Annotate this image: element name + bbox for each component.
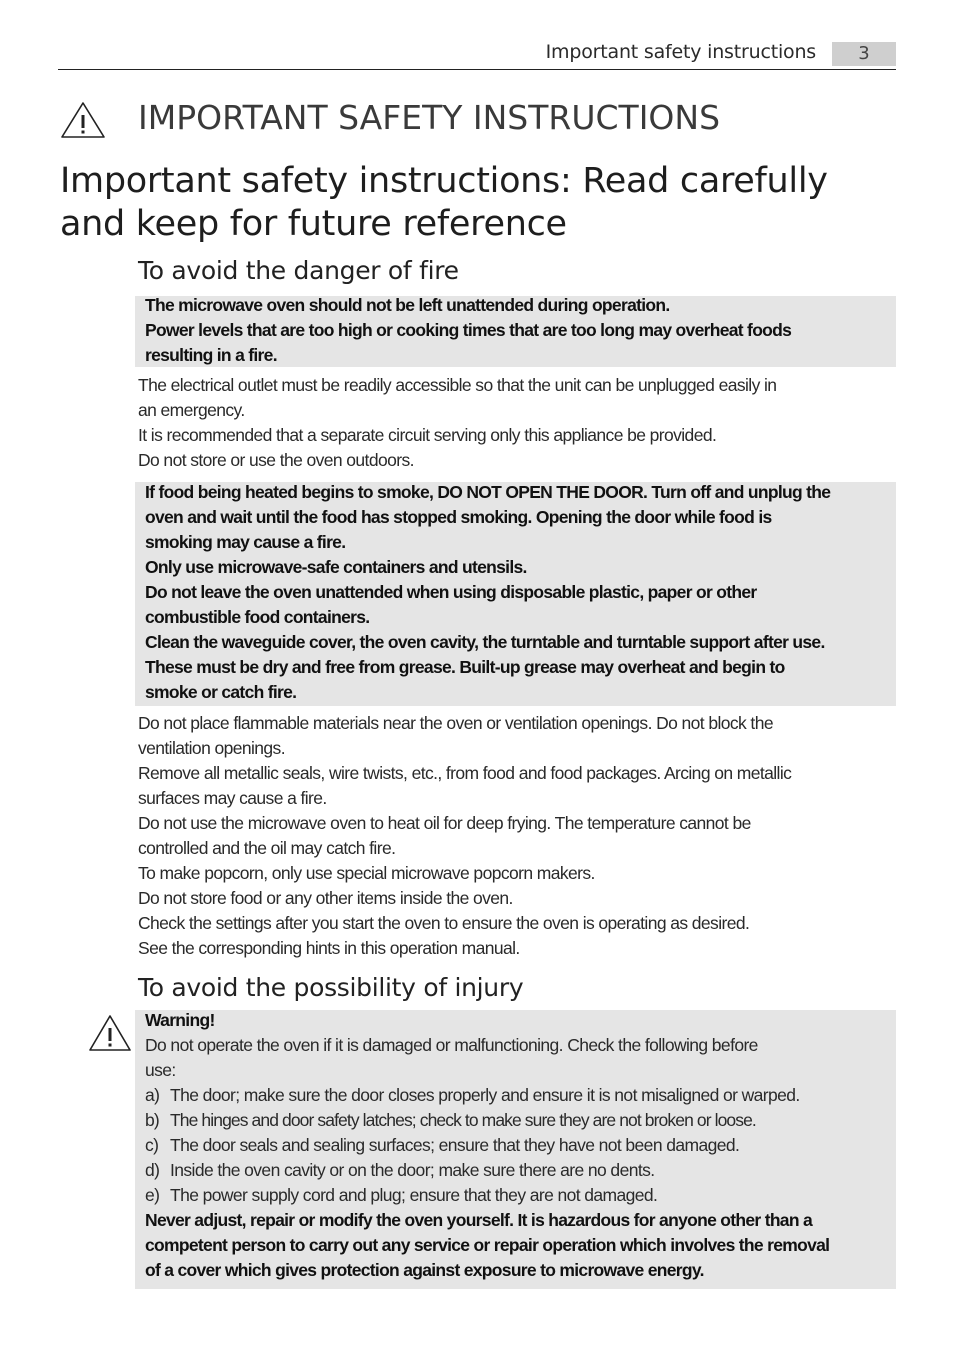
warning-triangle-icon (88, 1014, 132, 1052)
section-heading-injury: To avoid the possibility of injury (138, 973, 524, 1002)
checklist-letter: e) (145, 1185, 160, 1205)
section-heading-fire: To avoid the danger of fire (138, 256, 459, 285)
text-line: use: (145, 1060, 176, 1080)
box-line: Never adjust, repair or modify the oven yourself. It is hazardous for anyone other than a (145, 1210, 813, 1230)
box-line: Clean the waveguide cover, the oven cavity, the turntable and turntable support after use. (145, 632, 825, 652)
box-line: smoke or catch fire. (145, 682, 297, 702)
text-line: Do not operate the oven if it is damaged or malfunctioning. Check the following before (145, 1035, 758, 1055)
text-line: controlled and the oil may catch fire. (138, 838, 396, 858)
text-line: It is recommended that a separate circuit serving only this appliance be provided. (138, 425, 717, 445)
box-line: These must be dry and free from grease. Built-up grease may overheat and begin to (145, 657, 785, 677)
checklist-text: Inside the oven cavity or on the door; make sure there are no dents. (170, 1160, 655, 1180)
checklist-text: The hinges and door safety latches; check to make sure they are not broken or loose. (170, 1110, 756, 1130)
page-number: 3 (832, 42, 896, 66)
checklist-item (145, 1158, 896, 1183)
running-header-title: Important safety instructions (545, 41, 816, 63)
checklist-item (145, 1083, 896, 1108)
text-line: Do not store food or any other items inside the oven. (138, 888, 513, 908)
checklist-item (145, 1133, 896, 1158)
warning-label: Warning! (145, 1010, 215, 1030)
fire-highlight-box-1 (135, 296, 896, 367)
checklist-letter: d) (145, 1160, 160, 1180)
box-line: The microwave oven should not be left unattended during operation. (145, 295, 670, 315)
box-line: smoking may cause a fire. (145, 532, 346, 552)
fire-highlight-box-2 (135, 482, 896, 706)
header-divider (58, 69, 896, 70)
text-line: an emergency. (138, 400, 245, 420)
checklist-item (145, 1108, 896, 1133)
checklist-letter: a) (145, 1085, 160, 1105)
text-line: surfaces may cause a fire. (138, 788, 327, 808)
checklist-letter: c) (145, 1135, 159, 1155)
box-line: of a cover which gives protection against exposure to microwave energy. (145, 1260, 704, 1280)
text-line: To make popcorn, only use special microwave popcorn makers. (138, 863, 595, 883)
checklist-text: The door; make sure the door closes properly and ensure it is not misaligned or warped. (170, 1085, 800, 1105)
fire-text-block-2 (138, 711, 898, 961)
text-line: The electrical outlet must be readily accessible so that the unit can be unplugged easily in (138, 375, 777, 395)
page-title: IMPORTANT SAFETY INSTRUCTIONS (138, 98, 721, 137)
box-line: If food being heated begins to smoke, DO NOT OPEN THE DOOR. Turn off and unplug the (145, 482, 831, 502)
text-line: See the corresponding hints in this operation manual. (138, 938, 520, 958)
text-line: Do not store or use the oven outdoors. (138, 450, 414, 470)
box-line: oven and wait until the food has stopped smoking. Opening the door while food is (145, 507, 772, 527)
checklist-item (145, 1183, 896, 1208)
box-line: combustible food containers. (145, 607, 370, 627)
checklist-text: The door seals and sealing surfaces; ensure that they have not been damaged. (170, 1135, 740, 1155)
box-line: Only use microwave-safe containers and utensils. (145, 557, 527, 577)
checklist-text: The power supply cord and plug; ensure that they are not damaged. (170, 1185, 658, 1205)
injury-warning-box (135, 1010, 896, 1289)
text-line: Do not use the microwave oven to heat oil for deep frying. The temperature cannot be (138, 813, 751, 833)
box-line: Power levels that are too high or cooking times that are too long may overheat foods (145, 320, 792, 340)
text-line: Do not place flammable materials near the oven or ventilation openings. Do not block the (138, 713, 773, 733)
page-subtitle: Important safety instructions: Read carefully and keep for future reference (60, 161, 828, 244)
box-line: resulting in a fire. (145, 345, 277, 365)
warning-triangle-icon (60, 101, 106, 139)
text-line: Check the settings after you start the oven to ensure the oven is operating as desired. (138, 913, 750, 933)
box-line: competent person to carry out any service or repair operation which involves the removal (145, 1235, 830, 1255)
text-line: ventilation openings. (138, 738, 285, 758)
checklist-letter: b) (145, 1110, 159, 1130)
text-line: Remove all metallic seals, wire twists, etc., from food and food packages. Arcing on metallic (138, 763, 792, 783)
fire-text-block-1 (138, 373, 898, 473)
box-line: Do not leave the oven unattended when using disposable plastic, paper or other (145, 582, 757, 602)
